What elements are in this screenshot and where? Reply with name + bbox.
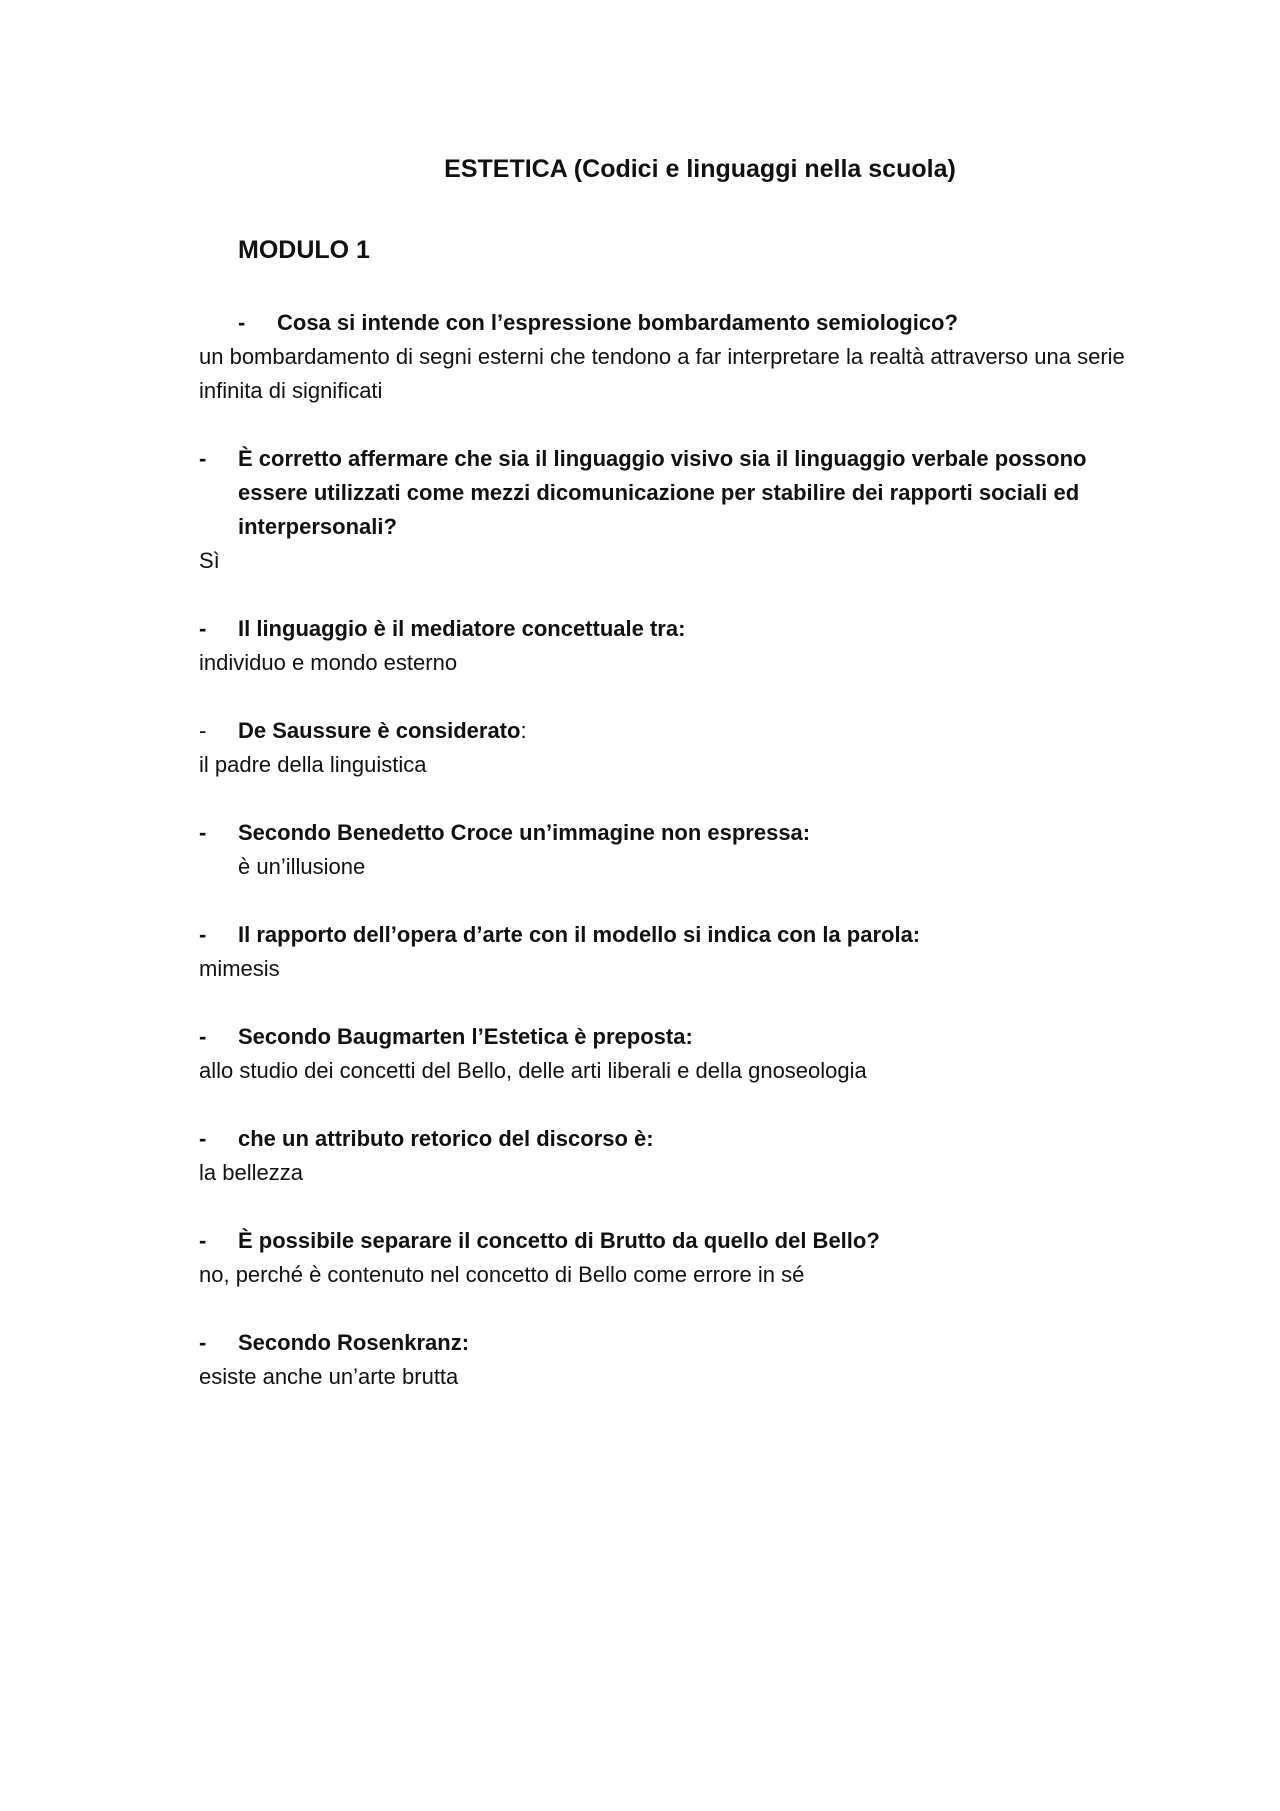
question xyxy=(199,1122,1159,1156)
question xyxy=(199,612,1159,646)
bullet-dash: - xyxy=(199,922,207,947)
qa-item xyxy=(199,816,1159,884)
qa-item xyxy=(199,1224,1159,1292)
qa-item xyxy=(199,442,1159,578)
question-text: È corretto affermare che sia il linguaggio visivo sia il linguaggio verbale possono essere utilizzati come mezzi dicomunicazione per stabilire dei rapporti sociali ed interpersonali? xyxy=(238,446,1087,539)
qa-item xyxy=(199,918,1159,986)
answer-text: mimesis xyxy=(199,956,280,981)
answer-text: un bombardamento di segni esterni che tendono a far interpretare la realtà attraverso una serie infinita di significati xyxy=(199,344,1125,403)
question xyxy=(199,1224,1159,1258)
document-title: ESTETICA (Codici e linguaggi nella scuola) xyxy=(444,155,956,183)
question xyxy=(199,816,1159,850)
question-colon: : xyxy=(520,718,527,743)
bullet-dash: - xyxy=(238,310,246,335)
bullet-dash: - xyxy=(199,616,207,641)
answer-text: la bellezza xyxy=(199,1160,303,1185)
qa-item xyxy=(199,306,1159,408)
question-text: Secondo Baugmarten l’Estetica è preposta: xyxy=(238,1024,693,1049)
answer-text: no, perché è contenuto nel concetto di Bello come errore in sé xyxy=(199,1262,805,1287)
question-text: È possibile separare il concetto di Brutto da quello del Bello? xyxy=(238,1228,880,1253)
answer-text: allo studio dei concetti del Bello, delle arti liberali e della gnoseologia xyxy=(199,1058,867,1083)
bullet-dash: - xyxy=(199,1126,207,1151)
question xyxy=(199,1326,1159,1360)
answer-text: esiste anche un’arte brutta xyxy=(199,1364,459,1389)
question-line xyxy=(238,714,1159,748)
qa-item xyxy=(199,714,1159,782)
bullet-dash: - xyxy=(199,1024,207,1049)
question-text: Cosa si intende con l’espressione bombardamento semiologico? xyxy=(277,310,958,335)
question xyxy=(199,918,1159,952)
qa-item xyxy=(199,1122,1159,1190)
bullet-dash: - xyxy=(199,820,207,845)
bullet-dash: - xyxy=(199,1330,207,1355)
qa-item xyxy=(199,1326,1159,1394)
qa-item xyxy=(199,1020,1159,1088)
bullet-dash: - xyxy=(199,1228,207,1253)
question xyxy=(199,714,1159,748)
answer-text: Sì xyxy=(199,548,220,573)
question-text: Secondo Rosenkranz: xyxy=(238,1330,470,1355)
answer-text: è un’illusione xyxy=(238,854,366,879)
question xyxy=(199,306,1159,340)
bullet-dash: - xyxy=(199,718,207,743)
question xyxy=(199,442,1159,544)
question xyxy=(199,1020,1159,1054)
qa-list xyxy=(199,306,1159,1428)
qa-item xyxy=(199,612,1159,680)
answer-text: individuo e mondo esterno xyxy=(199,650,458,675)
question-text: Il linguaggio è il mediatore concettuale tra: xyxy=(238,616,686,641)
question-text: De Saussure è considerato xyxy=(238,718,521,743)
module-heading: MODULO 1 xyxy=(238,236,370,264)
question-text: Il rapporto dell’opera d’arte con il modello si indica con la parola: xyxy=(238,922,921,947)
answer-text: il padre della linguistica xyxy=(199,752,427,777)
question-text: che un attributo retorico del discorso è: xyxy=(238,1126,654,1151)
bullet-dash: - xyxy=(199,446,207,471)
question-text: Secondo Benedetto Croce un’immagine non espressa: xyxy=(238,820,811,845)
